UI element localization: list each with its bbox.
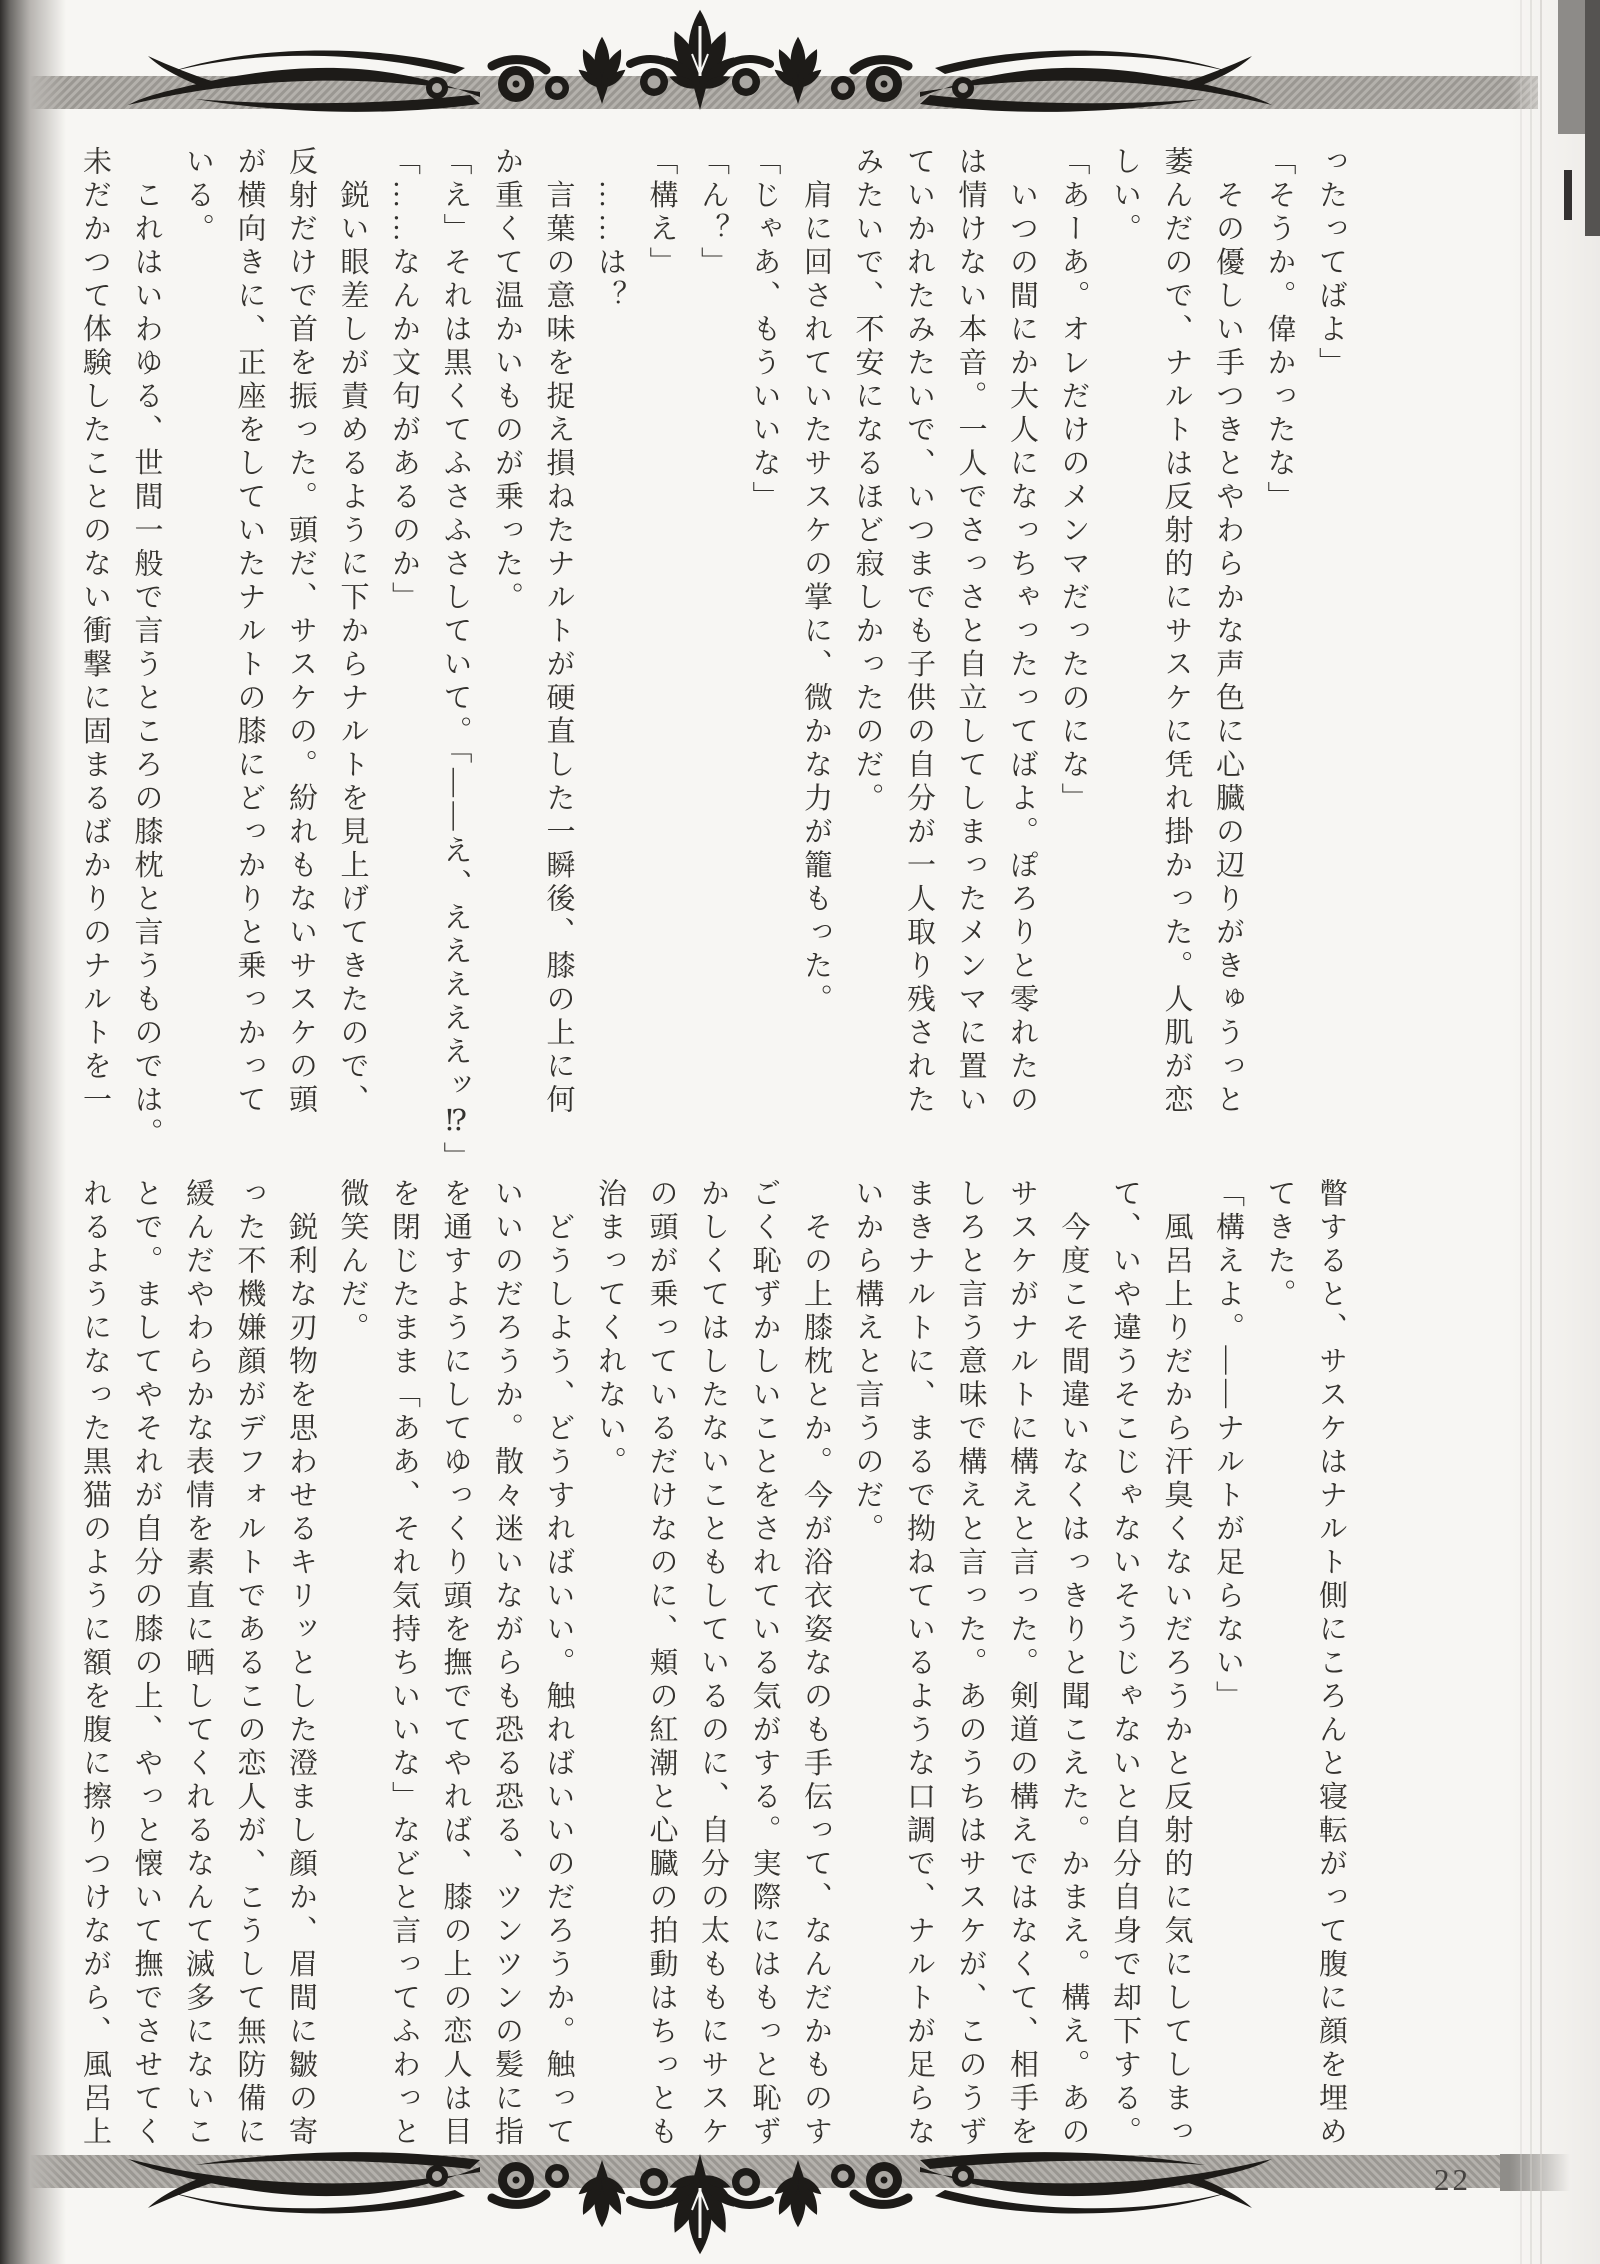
vertical-text-line: かしくてはしたないこともしているのに、自分の太ももにサスケ [697, 1178, 729, 2150]
corner-dark-strip [1585, 0, 1600, 236]
vertical-text-line: てきた。 [1263, 1178, 1296, 1312]
vertical-text-line: 治まってくれない。 [594, 1178, 626, 1480]
vertical-text-line: 肩に回されていたサスケの掌に、微かな力が籠もった。 [800, 146, 832, 1017]
vertical-text-line: ……は？ [594, 146, 626, 314]
left-binding-shadow [0, 0, 70, 2264]
vertical-text-line: を閉じたまま「ああ、それ気持ちいいな」などと言ってふわっと [388, 1178, 420, 2150]
vertical-text-line: 今度こそ間違いなくはっきりと聞こえた。かまえ。構え。あの [1057, 1178, 1090, 2150]
page-edge-line [1540, 0, 1542, 2264]
vertical-text-line: った不機嫌顔がデフォルトであるこの恋人が、こうして無防備に [233, 1178, 266, 2150]
vertical-text-line: 未だかつて体験したことのない衝撃に固まるばかりのナルトを一 [79, 146, 111, 1118]
vertical-text-line: 「構え」 [645, 146, 678, 280]
page-number: 22 [1434, 2162, 1471, 2197]
vertical-text-line: 風呂上りだから汗臭くないだろうかと反射的に気にしてしまっ [1160, 1178, 1193, 2150]
vertical-text-line: 「そうか。偉かったな」 [1263, 146, 1296, 515]
page-right-edge [1510, 0, 1600, 2264]
vertical-text-line: いつの間にか大人になっちゃったってばよ。ぽろりと零れたの [1006, 146, 1038, 1118]
vertical-text-line: いいのだろうか。散々迷いながらも恐る恐る、ツンツンの髪に指 [491, 1178, 523, 2150]
vertical-text-line: 反射だけで首を振った。頭だ、サスケの。紛れもないサスケの頭 [285, 146, 317, 1118]
vertical-text-line: か重くて温かいものが乗った。 [491, 146, 523, 615]
vertical-text-line: 緩んだやわらかな表情を素直に晒してくれるなんて滅多にないこ [182, 1178, 214, 2150]
bottom-text-block [58, 1178, 1356, 2160]
vertical-text-line: の頭が乗っているだけなのに、頬の紅潮と心臓の拍動はちっとも [645, 1178, 678, 2150]
vertical-text-line: 瞥すると、サスケはナルト側にころんと寝転がって腹に顔を埋め [1315, 1178, 1347, 2150]
vertical-text-line: 「え」それは黒くてふさふさしていて。「――え、えええええッ⁉」 [439, 146, 472, 1175]
vertical-text-line: 鋭い眼差しが責めるように下からナルトを見上げてきたので、 [336, 146, 369, 1118]
vertical-text-line: 萎んだので、ナルトは反射的にサスケに凭れ掛かった。人肌が恋 [1160, 146, 1193, 1118]
vertical-text-line: いる。 [182, 146, 214, 247]
vertical-text-line: その優しい手つきとやわらかな声色に心臓の辺りがきゅうっと [1212, 146, 1244, 1118]
vertical-text-line: とで。ましてやそれが自分の膝の上、やっと懐いて撫でさせてく [130, 1178, 163, 2150]
edge-mark [1564, 170, 1572, 220]
vertical-text-line: て、いや違うそこじゃないそうじゃないと自分自身で却下する。 [1109, 1178, 1141, 2150]
page-edge-line [1520, 0, 1522, 2264]
vertical-text-line: 「構えよ。――ナルトが足らない」 [1212, 1178, 1244, 1714]
vertical-text-line: 「あーあ。オレだけのメンマだったのにな」 [1057, 146, 1090, 816]
vertical-text-line: 鋭利な刃物を思わせるキリッとした澄まし顔か、眉間に皺の寄 [285, 1178, 317, 2150]
vertical-text-line: は情けない本音。一人でさっさと自立してしまったメンマに置い [954, 146, 987, 1118]
vertical-text-line: 微笑んだ。 [336, 1178, 369, 1346]
vertical-text-line: これはいわゆる、世間一般で言うところの膝枕と言うものでは。 [130, 146, 163, 1151]
vertical-text-line: ったってばよ」 [1315, 146, 1347, 381]
vertical-text-line: れるようになった黒猫のように額を腹に擦りつけながら、風呂上 [79, 1178, 111, 2150]
vertical-text-line: その上膝枕とか。今が浴衣姿なのも手伝って、なんだかものす [800, 1178, 832, 2150]
top-text-block [58, 146, 1356, 1175]
vertical-text-line: しろと言う意味で構えと言った。あのうちはサスケが、このうず [954, 1178, 987, 2150]
vertical-text-line: 言葉の意味を捉え損ねたナルトが硬直した一瞬後、膝の上に何 [542, 146, 575, 1118]
vertical-text-line: まきナルトに、まるで拗ねているような口調で、ナルトが足らな [903, 1178, 935, 2150]
vertical-text-line: どうしよう、どうすればいい。触ればいいのだろうか。触って [542, 1178, 575, 2150]
vertical-text-line: ていかれたみたいで、いつまでも子供の自分が一人取り残された [903, 146, 935, 1118]
vertical-text-line: を通すようにしてゆっくり頭を撫でてやれば、膝の上の恋人は目 [439, 1178, 472, 2150]
vertical-text-line: が横向きに、正座をしていたナルトの膝にどっかりと乗っかって [233, 146, 266, 1118]
vertical-text-line: サスケがナルトに構えと言った。剣道の構えではなくて、相手を [1006, 1178, 1038, 2150]
vertical-text-line: 「じゃあ、もういいな」 [748, 146, 781, 515]
page-edge-line [1530, 0, 1532, 2264]
vertical-text-line: みたいで、不安になるほど寂しかったのだ。 [851, 146, 884, 816]
header-ornament [0, 0, 1600, 150]
vertical-text-line: しい。 [1109, 146, 1141, 247]
vertical-text-line: いから構えと言うのだ。 [851, 1178, 884, 1547]
flourish-banner-icon [0, 0, 1600, 150]
vertical-text-line: 「……なんか文句があるのか」 [388, 146, 420, 615]
vertical-text-line: 「ん？」 [697, 146, 729, 280]
vertical-text-line: ごく恥ずかしいことをされている気がする。実際にはもっと恥ず [748, 1178, 781, 2150]
